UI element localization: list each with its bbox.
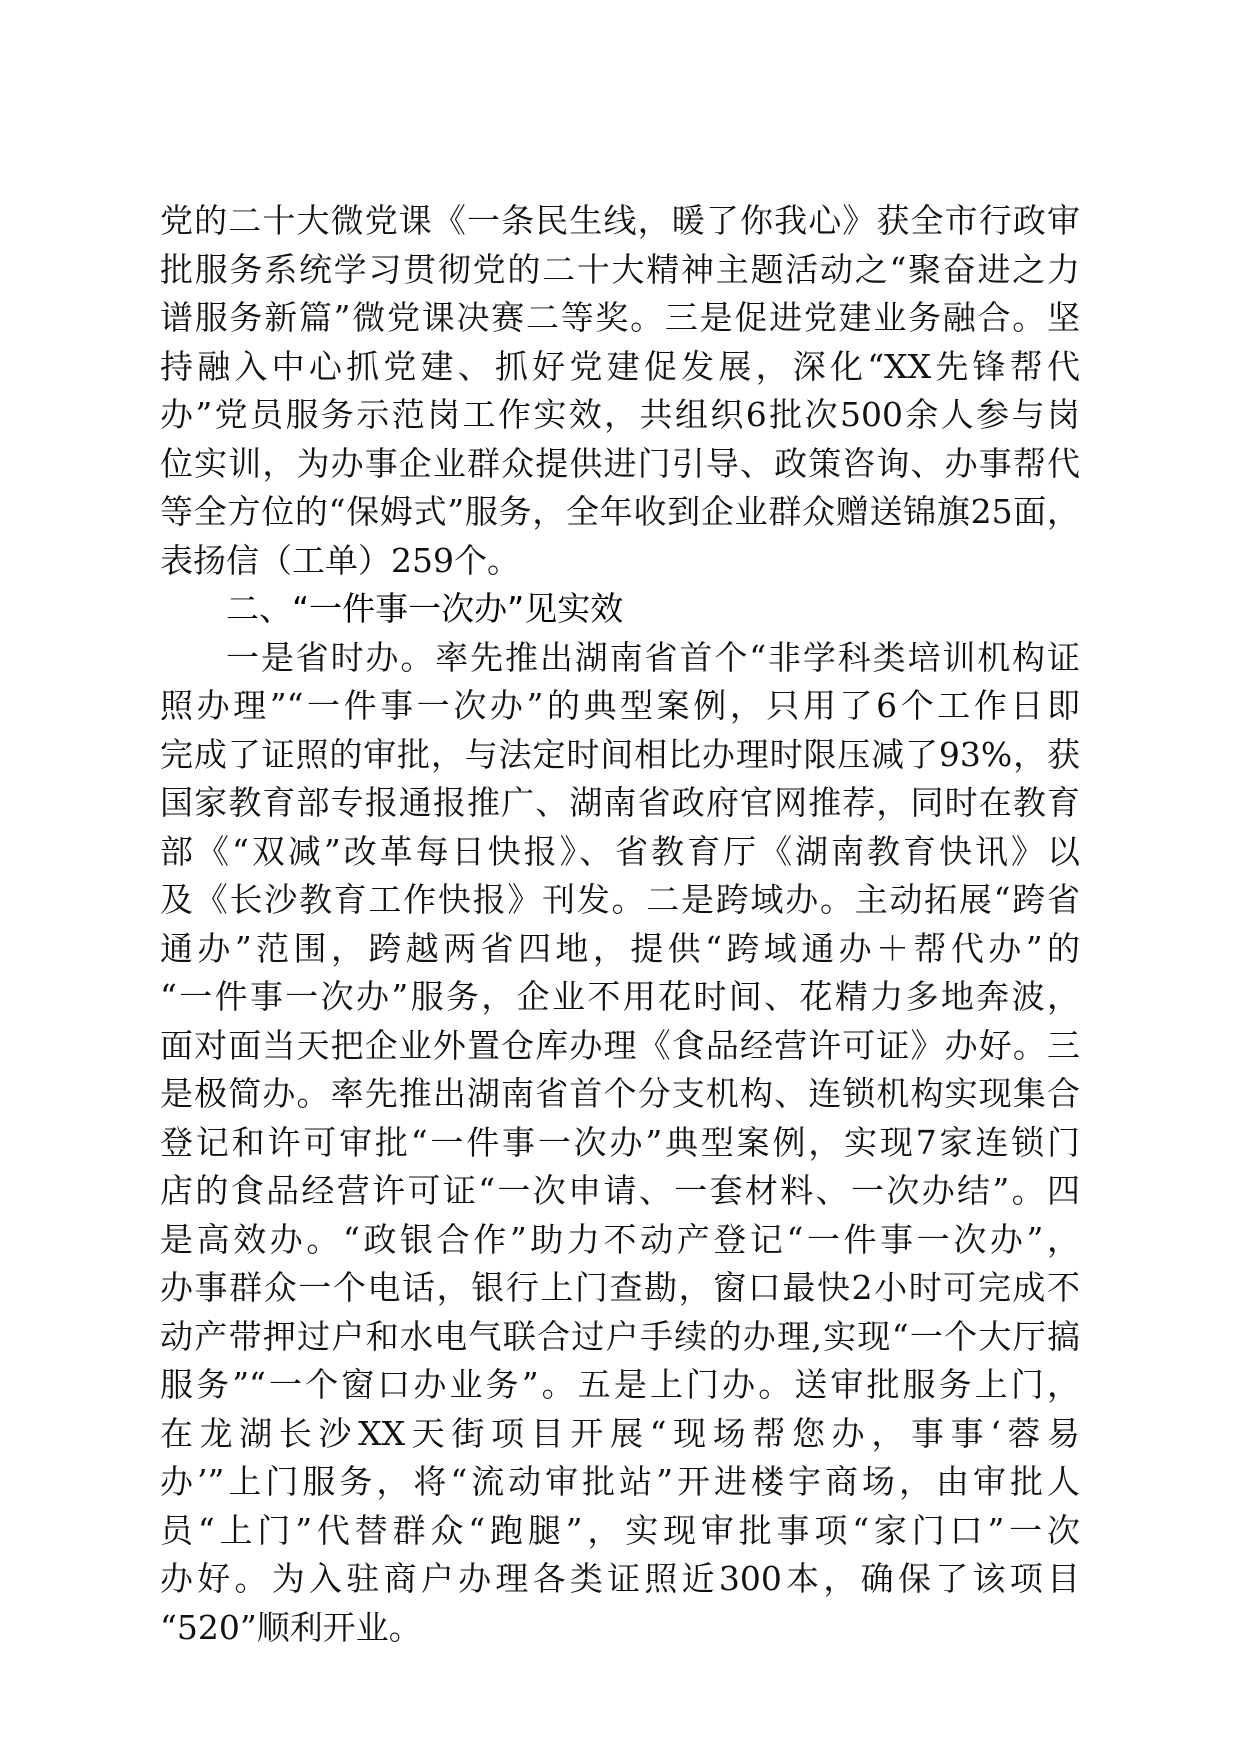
text-line: 通办”范围，跨越两省四地，提供“跨域通办＋帮代办”的 [160, 928, 1080, 968]
section-heading: 二、“一件事一次办”见实效 [226, 589, 624, 628]
paragraph-party-building [160, 197, 1080, 585]
text-line: 办事群众一个电话，银行上门查勘，窗口最快2小时可完成不 [160, 1268, 1080, 1307]
text-line: 登记和许可审批“一件事一次办”典型案例，实现7家连锁门 [160, 1122, 1080, 1162]
text-line: 服务”“一个窗口办业务”。五是上门办。送审批服务上门， [160, 1365, 1080, 1404]
text-line: 动产带押过户和水电气联合过户手续的办理,实现“一个大厅搞 [160, 1316, 1080, 1356]
text-line: 员“上门”代替群众“跑腿”，实现审批事项“家门口”一次 [160, 1510, 1080, 1550]
paragraph-one-thing-once [160, 634, 1080, 1653]
text-line: “一件事一次办”服务，企业不用花时间、花精力多地奔波， [160, 977, 1080, 1016]
text-line: 国家教育部专报通报推广、湖南省政府官网推荐，同时在教育 [160, 783, 1080, 822]
text-line: 位实训，为办事企业群众提供进门引导、政策咨询、办事帮代 [160, 443, 1080, 483]
text-line: 一是省时办。率先推出湖南省首个“非学科类培训机构证 [226, 637, 1080, 677]
text-line: 等全方位的“保姆式”服务，全年收到企业群众赠送锦旗25面， [160, 492, 1080, 531]
text-line: 面对面当天把企业外置仓库办理《食品经营许可证》办好。三 [160, 1025, 1080, 1065]
text-line: 照办理”“一件事一次办”的典型案例，只用了6个工作日即 [160, 686, 1080, 725]
text-line: 持融入中心抓党建、抓好党建促发展，深化“XX先锋帮代 [160, 346, 1080, 386]
text-line: “520”顺利开业。 [160, 1607, 422, 1647]
text-line: 部《“双减”改革每日快报》、省教育厅《湖南教育快讯》以 [160, 831, 1080, 871]
text-line: 办好。为入驻商户办理各类证照近300本，确保了该项目 [160, 1559, 1080, 1598]
text-line: 谱服务新篇”微党课决赛二等奖。三是促进党建业务融合。坚 [160, 298, 1080, 337]
text-line: 在龙湖长沙XX天街项目开展“现场帮您办，事事‘蓉易 [160, 1413, 1080, 1453]
text-line: 完成了证照的审批，与法定时间相比办理时限压减了93%，获 [160, 734, 1080, 774]
text-line: 表扬信（工单）259个。 [160, 540, 520, 580]
text-line: 是高效办。“政银合作”助力不动产登记“一件事一次办”， [160, 1219, 1080, 1259]
text-line: 党的二十大微党课《一条民生线，暖了你我心》获全市行政审 [160, 201, 1080, 240]
text-line: 是极简办。率先推出湖南省首个分支机构、连锁机构实现集合 [160, 1074, 1080, 1113]
text-line: 批服务系统学习贯彻党的二十大精神主题活动之“聚奋进之力 [160, 249, 1080, 289]
text-line: 及《长沙教育工作快报》刊发。二是跨域办。主动拓展“跨省 [160, 880, 1080, 919]
text-line: 店的食品经营许可证“一次申请、一套材料、一次办结”。四 [160, 1171, 1080, 1210]
text-line: 办”党员服务示范岗工作实效，共组织6批次500余人参与岗 [160, 395, 1080, 434]
text-line: 办’”上门服务，将“流动审批站”开进楼宇商场，由审批人 [160, 1462, 1080, 1501]
